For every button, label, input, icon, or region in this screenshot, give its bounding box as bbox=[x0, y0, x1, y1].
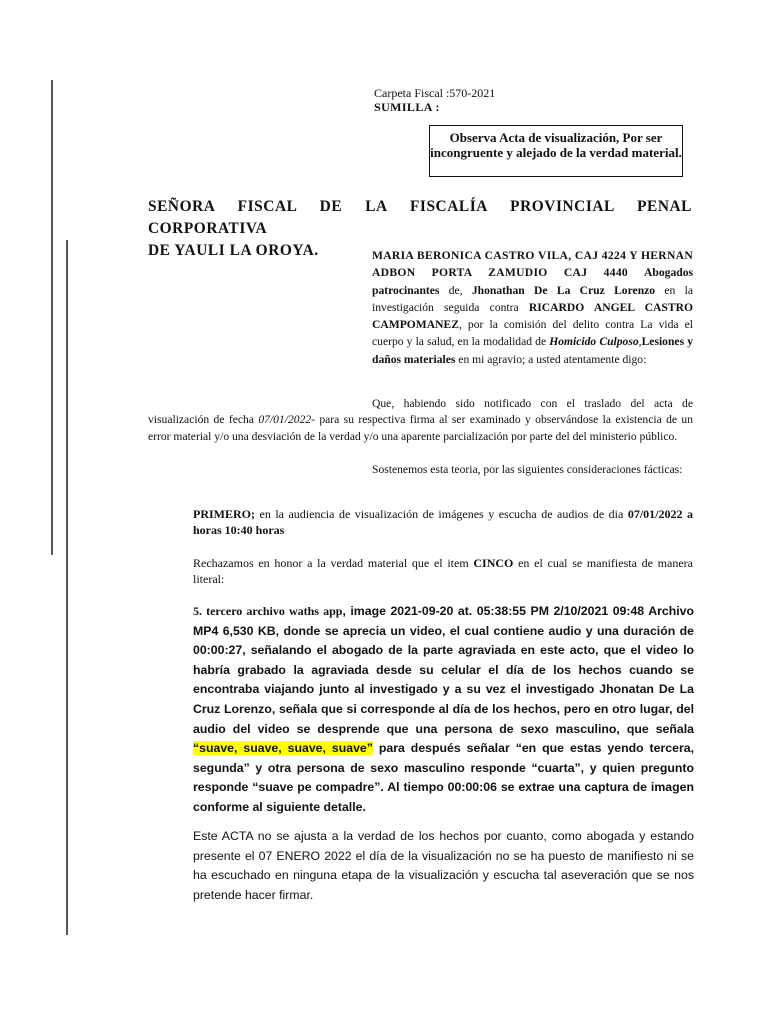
sumilla-text: Observa Acta de visualización, Por ser incongruente y alejado de la verdad material. bbox=[430, 130, 682, 160]
primero-datetime: 07/01/2022 a horas 10:40 horas bbox=[193, 507, 693, 538]
title-line-1: SEÑORA FISCAL DE LA FISCALÍA PROVINCIAL PENAL CORPORATIVA bbox=[148, 198, 692, 237]
intro-paragraph bbox=[372, 247, 693, 368]
intro-text: en la investigación seguida contra bbox=[372, 283, 694, 314]
intro-client: Jhonathan De La Cruz Lorenzo bbox=[471, 283, 656, 297]
paragraph-item-5 bbox=[193, 602, 694, 818]
left-margin-line-upper bbox=[51, 80, 53, 555]
item5-text: , image 2021-09-20 at. 05:38:55 PM 2/10/2021 09:48 Archivo MP4 6,530 KB, donde se aprecia un video, el cual contiene audio y una duración de 00:00:27, señalando el abogado de la parte agraviada en este acto, que el video lo habría grabado la agraviada desde su celular el día de los hechos cuando se encontraba viajando junto al investigado y a su vez el investigado Jhonatan De La Cruz Lorenzo, señala que si corresponde al día de los hechos, pero en otro lugar, del audio del video se desprende que una persona de sexo masculino, que señala bbox=[193, 604, 694, 736]
title-line-2: DE YAULI LA OROYA. bbox=[148, 242, 319, 259]
item5-highlight: “suave, suave, suave, suave” bbox=[193, 741, 373, 756]
intro-text: , bbox=[638, 335, 642, 349]
paragraph-notificacion bbox=[148, 396, 693, 445]
intro-text: , por la comisión del delito contra La vida el cuerpo y la salud, en la modalidad de bbox=[372, 318, 693, 349]
para1-text: Que, habiendo sido notificado con el traslado del acta de visualización de fecha bbox=[148, 397, 693, 427]
item5-text: para después señalar “en que estas yendo tercera, segunda” y otra persona de sexo masculino responde “cuarta”, y quien pregunto responde “suave pe compadre”. Al tiempo 00:00:06 se extrae una captura de imagen conforme al siguiente detalle. bbox=[193, 741, 694, 814]
left-margin-line-lower bbox=[66, 240, 68, 935]
primero-text: en la audiencia de visualización de imágenes y escucha de audios de dia bbox=[255, 507, 628, 521]
final-text: Este ACTA no se ajusta a la verdad de los hechos por cuanto, como abogada y estando presente el 07 ENERO 2022 el día de la visualización no se ha puesto de manifiesto ni se ha escuchado en ninguna etapa de la visualización y escucha tal aseveración que se nos pretende hacer firmar. bbox=[193, 829, 694, 902]
intro-names: MARIA BERONICA CASTRO VILA, CAJ 4224 Y HERNAN ADBON PORTA ZAMUDIO CAJ 4440 bbox=[372, 249, 693, 280]
item5-label: 5. tercero archivo waths app bbox=[193, 604, 343, 618]
paragraph-teoria bbox=[148, 462, 693, 478]
intro-crime-2: Lesiones y daños materiales bbox=[372, 335, 693, 366]
para1-text: para su respectiva firma al ser examinado y observándose la existencia de un error material y/o una desviación de la verdad y/o una aparente parcialización por parte del del ministerio público. bbox=[148, 413, 693, 443]
rechazo-text: en el cual se manifiesta de manera literal: bbox=[193, 556, 693, 587]
intro-text: de, bbox=[439, 283, 472, 297]
intro-accused: RICARDO ANGEL CASTRO CAMPOMANEZ bbox=[372, 300, 693, 332]
carpeta-fiscal: Carpeta Fiscal :570-2021 bbox=[374, 86, 496, 100]
para1-date: 07/01/2022- bbox=[258, 413, 315, 427]
para2-text: Sostenemos esta teoria, por las siguientes consideraciones fácticas: bbox=[372, 463, 683, 476]
rechazo-text: Rechazamos en honor a la verdad material que el item bbox=[193, 556, 474, 570]
primero-label: PRIMERO; bbox=[193, 507, 255, 521]
paragraph-rechazamos bbox=[193, 555, 693, 588]
intro-role: Abogados patrocinantes bbox=[372, 266, 693, 297]
paragraph-final bbox=[193, 827, 694, 905]
paragraph-primero bbox=[193, 506, 693, 539]
intro-crime-1: Homicido Culposo bbox=[549, 335, 639, 349]
sumilla-box bbox=[429, 125, 683, 177]
intro-text: en mi agravio; a usted atentamente digo: bbox=[455, 352, 647, 366]
sumilla-label: SUMILLA : bbox=[374, 100, 440, 114]
rechazo-item: CINCO bbox=[473, 556, 514, 570]
